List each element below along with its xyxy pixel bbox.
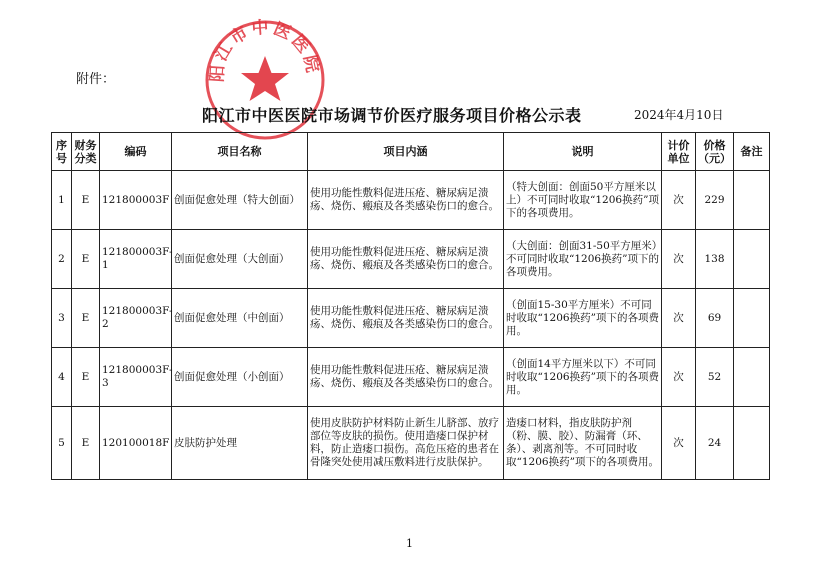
cell-price: 69 (696, 289, 734, 348)
cell-seq: 1 (52, 171, 72, 230)
cell-content: 使用功能性敷料促进压疮、糖尿病足溃疡、烧伤、瘢痕及各类感染伤口的愈合。 (308, 230, 504, 289)
cell-content: 使用功能性敷料促进压疮、糖尿病足溃疡、烧伤、瘢痕及各类感染伤口的愈合。 (308, 348, 504, 407)
table-row (52, 407, 770, 480)
cell-category: E (72, 289, 100, 348)
cell-content: 使用皮肤防护材料防止新生儿脐部、放疗部位等皮肤的损伤。使用造瘘口保护材料，防止造瘘口损伤。高危压疮的患者在骨隆突处使用减压敷料进行皮肤保护。 (308, 407, 504, 480)
cell-unit: 次 (662, 407, 696, 480)
page-title: 阳江市中医医院市场调节价医疗服务项目价格公示表 (202, 106, 582, 125)
cell-category: E (72, 171, 100, 230)
cell-seq: 2 (52, 230, 72, 289)
cell-note: （创面15-30平方厘米）不可同时收取“1206换药”项下的各项费用。 (504, 289, 662, 348)
header-remark: 备注 (734, 133, 770, 171)
header-content: 项目内涵 (308, 133, 504, 171)
header-note: 说明 (504, 133, 662, 171)
cell-unit: 次 (662, 348, 696, 407)
table-row (52, 171, 770, 230)
cell-remark (734, 171, 770, 230)
cell-code: 120100018F (100, 407, 172, 480)
cell-content: 使用功能性敷料促进压疮、糖尿病足溃疡、烧伤、瘢痕及各类感染伤口的愈合。 (308, 171, 504, 230)
cell-category: E (72, 348, 100, 407)
cell-price: 229 (696, 171, 734, 230)
cell-unit: 次 (662, 289, 696, 348)
header-price: 价格（元） (696, 133, 734, 171)
cell-category: E (72, 407, 100, 480)
cell-category: E (72, 230, 100, 289)
cell-note: （创面14平方厘米以下）不可同时收取“1206换药”项下的各项费用。 (504, 348, 662, 407)
header-category: 财务分类 (72, 133, 100, 171)
publish-date: 2024年4月10日 (634, 108, 724, 122)
cell-name: 创面促愈处理（特大创面） (172, 171, 308, 230)
cell-name: 创面促愈处理（中创面） (172, 289, 308, 348)
cell-seq: 3 (52, 289, 72, 348)
cell-price: 24 (696, 407, 734, 480)
cell-unit: 次 (662, 171, 696, 230)
cell-name: 创面促愈处理（大创面） (172, 230, 308, 289)
cell-code: 121800003F-2 (100, 289, 172, 348)
cell-note: （大创面：创面31-50平方厘米）不可同时收取“1206换药”项下的各项费用。 (504, 230, 662, 289)
star-icon (241, 56, 289, 101)
cell-content: 使用功能性敷料促进压疮、糖尿病足溃疡、烧伤、瘢痕及各类感染伤口的愈合。 (308, 289, 504, 348)
cell-remark (734, 348, 770, 407)
cell-remark (734, 407, 770, 480)
table-row (52, 348, 770, 407)
header-unit: 计价单位 (662, 133, 696, 171)
table-row (52, 289, 770, 348)
price-table (51, 132, 770, 480)
cell-remark (734, 289, 770, 348)
cell-code: 121800003F-3 (100, 348, 172, 407)
header-name: 项目名称 (172, 133, 308, 171)
header-code: 编码 (100, 133, 172, 171)
seal-text: 阳江市中医医院 (207, 18, 323, 83)
table-header-row (52, 133, 770, 171)
cell-code: 121800003F (100, 171, 172, 230)
cell-note: 造瘘口材料，指皮肤防护剂（粉、膜、胶）、防漏膏（环、条）、剥离剂等。不可同时收取“1206换药”项下的各项费用。 (504, 407, 662, 480)
cell-unit: 次 (662, 230, 696, 289)
cell-price: 138 (696, 230, 734, 289)
page-number: 1 (406, 537, 413, 550)
attachment-label: 附件： (76, 72, 116, 87)
cell-seq: 4 (52, 348, 72, 407)
cell-name: 创面促愈处理（小创面） (172, 348, 308, 407)
cell-code: 121800003F-1 (100, 230, 172, 289)
cell-note: （特大创面：创面50平方厘米以上）不可同时收取“1206换药”项下的各项费用。 (504, 171, 662, 230)
cell-seq: 5 (52, 407, 72, 480)
table-row (52, 230, 770, 289)
cell-price: 52 (696, 348, 734, 407)
header-seq: 序号 (52, 133, 72, 171)
cell-remark (734, 230, 770, 289)
cell-name: 皮肤防护处理 (172, 407, 308, 480)
